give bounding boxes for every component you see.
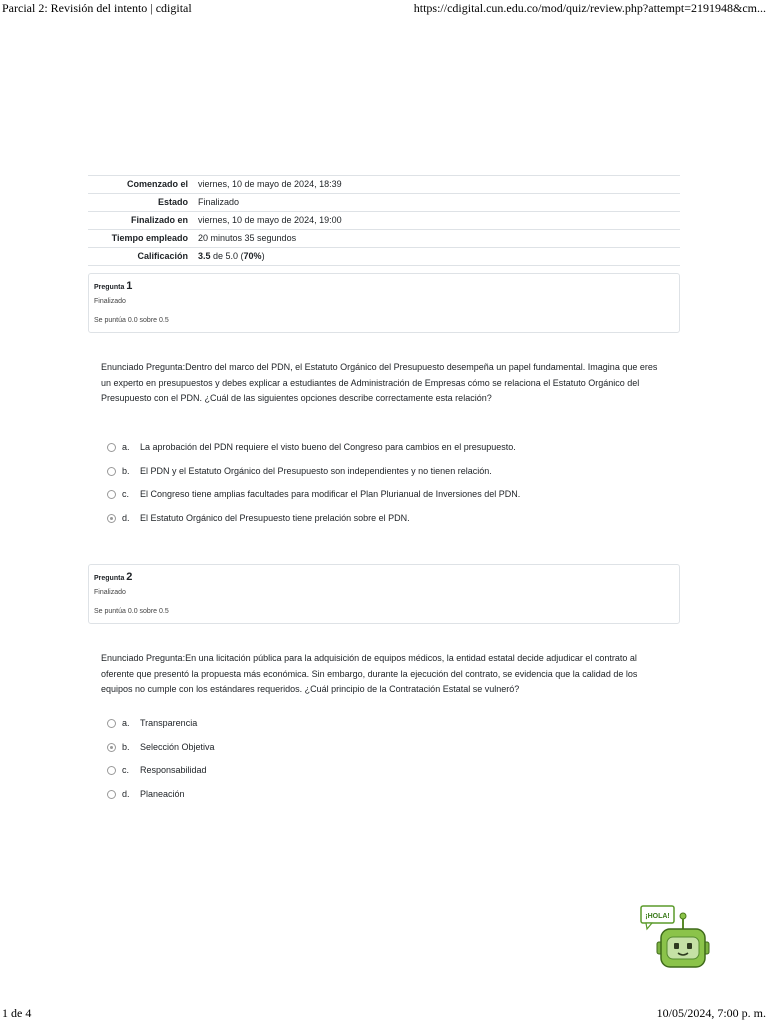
question-label: Pregunta	[94, 284, 125, 291]
radio-button-selected[interactable]	[107, 743, 116, 752]
summary-row	[88, 212, 680, 230]
chatbot-button[interactable]	[640, 905, 720, 975]
summary-label: Tiempo empleado	[88, 230, 193, 248]
question-number	[94, 571, 132, 583]
radio-button[interactable]	[107, 790, 116, 799]
summary-row	[88, 248, 680, 266]
summary-row	[88, 230, 680, 248]
answer-letter: c.	[122, 765, 130, 775]
attempt-summary-table	[88, 175, 680, 266]
answer-option[interactable]	[107, 741, 667, 765]
answer-option[interactable]	[107, 788, 667, 812]
radio-button[interactable]	[107, 443, 116, 452]
question-text-1: Enunciado Pregunta:Dentro del marco del PDN, el Estatuto Orgánico del Presupuesto desempeña un papel fundamental. Imagina que eres un experto en presupuestos y debes explicar a estudiantes de Administración de Empresas cómo se relaciona el Estatuto Orgánico del Presupuesto con el PDN. ¿Cuál de las siguientes opciones describe correctamente esta relación?	[101, 362, 658, 403]
summary-value: viernes, 10 de mayo de 2024, 19:00	[193, 212, 680, 230]
answer-text: Planeación	[140, 788, 185, 799]
question-state: Finalizado	[94, 589, 126, 596]
question-state: Finalizado	[94, 298, 126, 305]
page-counter: 1 de 4	[2, 1006, 32, 1020]
summary-label: Calificación	[88, 248, 193, 266]
page-url: https://cdigital.cun.edu.co/mod/quiz/review.php?attempt=2191948&cm...	[413, 1, 766, 15]
question-label: Pregunta	[94, 575, 125, 582]
print-footer	[0, 1006, 768, 1024]
grade-of: de 5.0 (	[210, 251, 244, 261]
radio-button-selected[interactable]	[107, 514, 116, 523]
answer-text: El PDN y el Estatuto Orgánico del Presupuesto son independientes y no tienen relación.	[140, 465, 492, 476]
grade-close: )	[261, 251, 265, 261]
answer-option[interactable]	[107, 764, 667, 788]
answer-letter: d.	[122, 788, 130, 799]
summary-label: Estado	[88, 194, 193, 212]
answer-option[interactable]	[107, 717, 667, 741]
question-number	[94, 280, 132, 292]
question-number-value: 1	[126, 280, 133, 292]
answer-option[interactable]	[107, 465, 667, 489]
answer-text: Transparencia	[140, 718, 198, 728]
radio-button[interactable]	[107, 766, 116, 775]
answer-text: Responsabilidad	[140, 765, 207, 775]
summary-label: Comenzado el	[88, 176, 193, 194]
answer-letter: c.	[122, 489, 130, 499]
page-title: Parcial 2: Revisión del intento | cdigital	[2, 1, 192, 15]
question-text-2: Enunciado Pregunta:En una licitación pública para la adquisición de equipos médicos, la entidad estatal decide adjudicar el contrato al oferente que presentó la propuesta más económica. Sin embargo, durante la ejecución del contrato, se evidencia que la calidad de los equipos no cumple con los estándares requeridos. ¿Cuál principio de la Contratación Estatal se vulneró?	[101, 653, 638, 694]
radio-button[interactable]	[107, 490, 116, 499]
question-info-2	[88, 564, 680, 624]
question-info-1	[88, 273, 680, 333]
print-date: 10/05/2024, 7:00 p. m.	[656, 1006, 766, 1020]
summary-label: Finalizado en	[88, 212, 193, 230]
answer-option[interactable]	[107, 441, 667, 465]
answer-letter: a.	[122, 718, 130, 728]
summary-value: 20 minutos 35 segundos	[193, 230, 680, 248]
summary-row	[88, 194, 680, 212]
summary-value: viernes, 10 de mayo de 2024, 18:39	[193, 176, 680, 194]
answer-letter: d.	[122, 512, 130, 523]
radio-button[interactable]	[107, 467, 116, 476]
answer-text: El Congreso tiene amplias facultades para modificar el Plan Plurianual de Inversiones del PDN.	[140, 489, 521, 499]
answer-text: El Estatuto Orgánico del Presupuesto tiene prelación sobre el PDN.	[140, 512, 410, 523]
answer-text: La aprobación del PDN requiere el visto bueno del Congreso para cambios en el presupuesto.	[140, 442, 516, 452]
answer-list-2	[107, 717, 667, 811]
grade-score: 3.5	[198, 251, 211, 261]
answer-text: Selección Objetiva	[140, 741, 215, 752]
radio-button[interactable]	[107, 719, 116, 728]
robot-icon	[640, 905, 720, 975]
answer-letter: a.	[122, 442, 130, 452]
summary-row	[88, 176, 680, 194]
grade-value	[193, 248, 680, 266]
answer-letter: b.	[122, 465, 130, 476]
grade-percent: 70%	[243, 251, 262, 261]
question-grade: Se puntúa 0.0 sobre 0.5	[94, 608, 169, 615]
chatbot-bubble-text: ¡HOLA!	[645, 913, 670, 920]
question-grade: Se puntúa 0.0 sobre 0.5	[94, 317, 169, 324]
answer-option[interactable]	[107, 512, 667, 536]
answer-list-1	[107, 441, 667, 535]
answer-option[interactable]	[107, 488, 667, 512]
print-header	[0, 0, 768, 18]
question-number-value: 2	[126, 571, 133, 583]
summary-value: Finalizado	[193, 194, 680, 212]
answer-letter: b.	[122, 741, 130, 752]
